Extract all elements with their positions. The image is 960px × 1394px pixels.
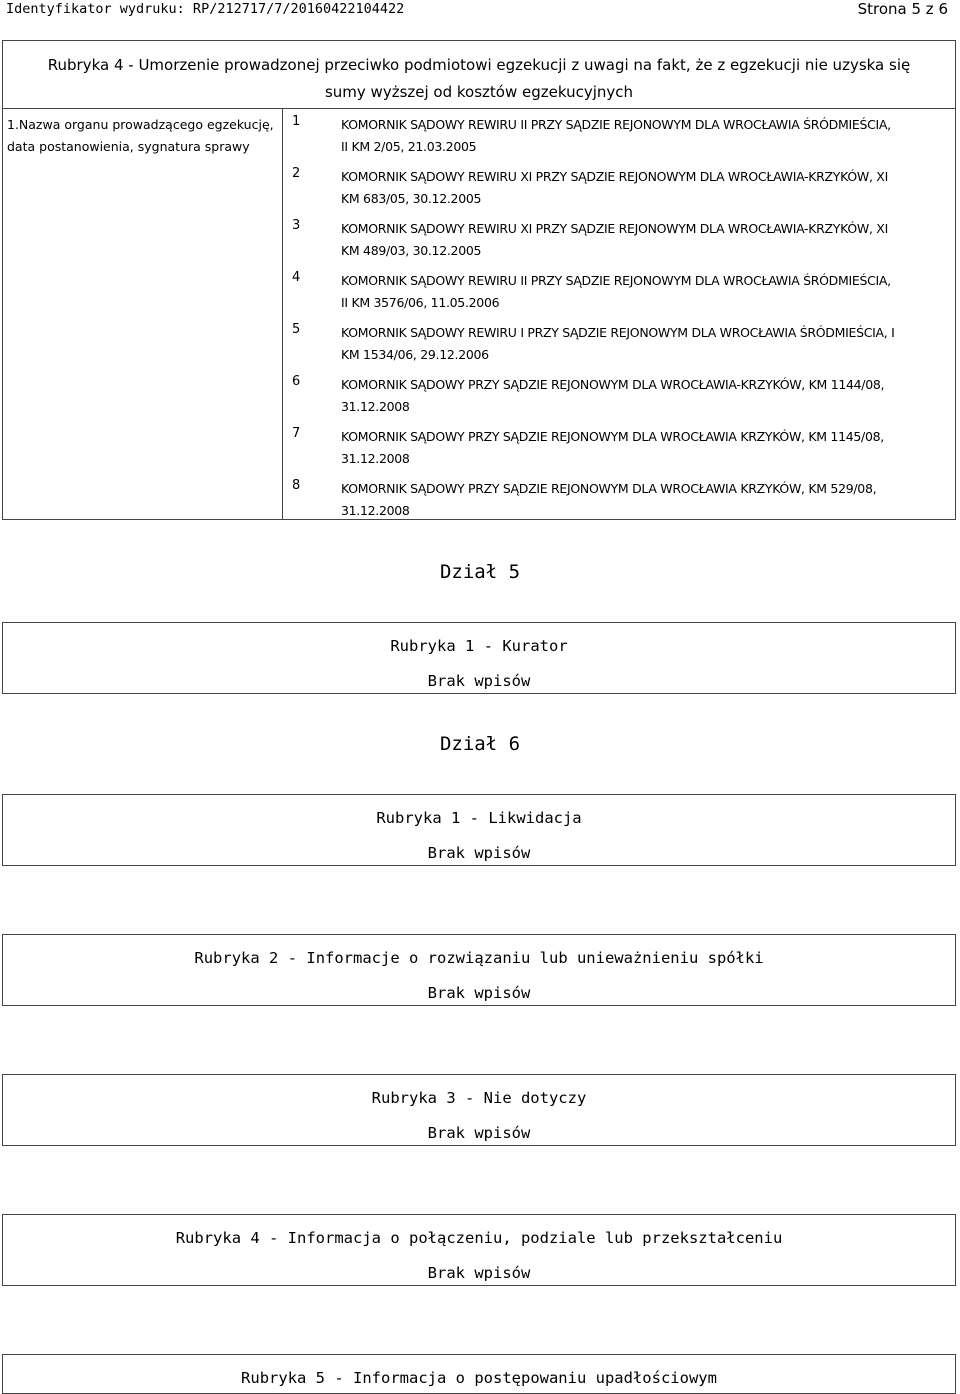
rubryka4-title-line1: Rubryka 4 - Umorzenie prowadzonej przeciwko podmiotowi egzekucji z uwagi na fakt, że z egzekucji nie uzyska się — [47, 56, 911, 74]
list-item — [286, 264, 954, 316]
entry-number: 3 — [292, 218, 301, 233]
rubryka-box — [2, 794, 956, 866]
entry-line: KOMORNIK SĄDOWY PRZY SĄDZIE REJONOWYM DLA WROCŁAWIA-KRZYKÓW, KM 1144/08, — [341, 377, 885, 392]
list-item — [286, 368, 954, 420]
entry-number: 8 — [292, 478, 301, 493]
field-label-line1: 1.Nazwa organu prowadzącego egzekucję, — [7, 117, 274, 132]
entry-line: KOMORNIK SĄDOWY REWIRU XI PRZY SĄDZIE REJONOWYM DLA WROCŁAWIA-KRZYKÓW, XI — [341, 169, 888, 184]
entry-line: KOMORNIK SĄDOWY REWIRU XI PRZY SĄDZIE REJONOWYM DLA WROCŁAWIA-KRZYKÓW, XI — [341, 221, 888, 236]
list-item — [286, 420, 954, 472]
section-title-dzial5: Dział 5 — [439, 561, 521, 583]
section-title-dzial6: Dział 6 — [439, 733, 521, 755]
list-item — [286, 108, 954, 160]
rubryka-title: Rubryka 5 - Informacja o postępowaniu upadłościowym — [241, 1369, 717, 1387]
list-item — [286, 472, 954, 524]
rubryka-body: Brak wpisów — [427, 1124, 531, 1142]
entry-number: 1 — [292, 114, 301, 129]
entry-line: KM 683/05, 30.12.2005 — [341, 191, 482, 206]
entry-line: KOMORNIK SĄDOWY PRZY SĄDZIE REJONOWYM DLA WROCŁAWIA KRZYKÓW, KM 529/08, — [341, 481, 877, 496]
entry-line: II KM 2/05, 21.03.2005 — [341, 139, 477, 154]
entry-line: II KM 3576/06, 11.05.2006 — [341, 295, 500, 310]
list-item — [286, 212, 954, 264]
rubryka-body: Brak wpisów — [427, 672, 531, 690]
rubryka-box — [2, 1074, 956, 1146]
rubryka-title: Rubryka 1 - Kurator — [390, 637, 568, 655]
rubryka-box — [2, 934, 956, 1006]
rubryka-body: Brak wpisów — [427, 984, 531, 1002]
entry-number: 7 — [292, 426, 301, 441]
entry-line: KOMORNIK SĄDOWY REWIRU II PRZY SĄDZIE REJONOWYM DLA WROCŁAWIA ŚRÓDMIEŚCIA, — [341, 273, 891, 288]
entry-number: 6 — [292, 374, 301, 389]
rubryka-title: Rubryka 3 - Nie dotyczy — [371, 1089, 587, 1107]
rubryka4-title-line2: sumy wyższej od kosztów egzekucyjnych — [324, 83, 634, 101]
entry-line: KM 489/03, 30.12.2005 — [341, 243, 482, 258]
rubryka-body: Brak wpisów — [427, 844, 531, 862]
rubryka4-section — [2, 40, 956, 520]
entry-line: KOMORNIK SĄDOWY REWIRU II PRZY SĄDZIE REJONOWYM DLA WROCŁAWIA ŚRÓDMIEŚCIA, — [341, 117, 891, 132]
rubryka-title: Rubryka 2 - Informacje o rozwiązaniu lub unieważnieniu spółki — [194, 949, 764, 967]
entry-line: KM 1534/06, 29.12.2006 — [341, 347, 489, 362]
entry-line: KOMORNIK SĄDOWY PRZY SĄDZIE REJONOWYM DLA WROCŁAWIA KRZYKÓW, KM 1145/08, — [341, 429, 884, 444]
list-item — [286, 316, 954, 368]
rubryka4-title — [3, 52, 955, 106]
rubryka4-field-label — [3, 108, 283, 520]
entry-number: 4 — [292, 270, 301, 285]
field-label-line2: data postanowienia, sygnatura sprawy — [7, 139, 250, 154]
print-identifier: Identyfikator wydruku: RP/212717/7/20160422104422 — [6, 1, 405, 17]
entry-line: KOMORNIK SĄDOWY REWIRU I PRZY SĄDZIE REJONOWYM DLA WROCŁAWIA ŚRÓDMIEŚCIA, I — [341, 325, 895, 340]
rubryka-body: Brak wpisów — [427, 1264, 531, 1282]
rubryka-box — [2, 1214, 956, 1286]
entry-line: 31.12.2008 — [341, 451, 410, 466]
entry-line: 31.12.2008 — [341, 503, 410, 518]
list-item — [286, 160, 954, 212]
rubryka-title: Rubryka 1 - Likwidacja — [376, 809, 582, 827]
rubryka-title: Rubryka 4 - Informacja o połączeniu, podziale lub przekształceniu — [175, 1229, 783, 1247]
entry-line: 31.12.2008 — [341, 399, 410, 414]
page-number: Strona 5 z 6 — [857, 0, 948, 18]
rubryka-box — [2, 1354, 956, 1394]
rubryka-box — [2, 622, 956, 694]
entry-number: 2 — [292, 166, 301, 181]
page-header — [0, 0, 960, 22]
entry-number: 5 — [292, 322, 301, 337]
